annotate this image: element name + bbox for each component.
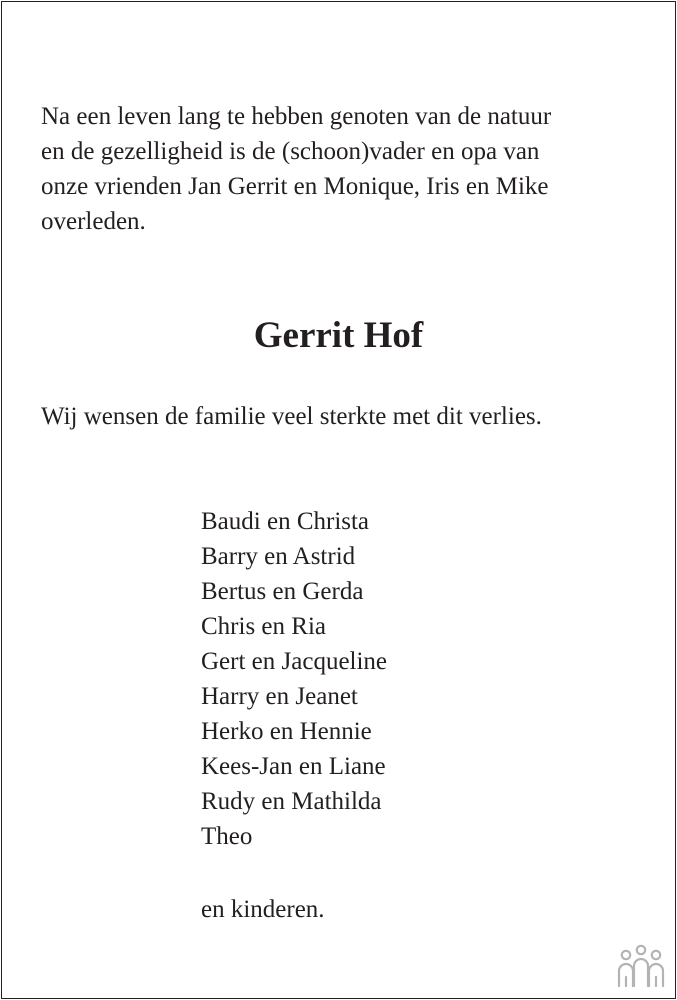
intro-text	[41, 99, 641, 239]
intro-line: Na een leven lang te hebben genoten van de natuur	[41, 103, 552, 130]
closing-text: en kinderen.	[201, 896, 325, 923]
signer-item: Baudi en Christa	[201, 508, 370, 535]
signer-item: Herko en Hennie	[201, 718, 372, 745]
signer-item: Barry en Astrid	[201, 543, 356, 570]
people-group-icon	[617, 944, 665, 988]
signer-item: Theo	[201, 823, 253, 850]
deceased-name: Gerrit Hof	[253, 315, 424, 356]
signers-list	[201, 504, 387, 854]
condolence-wish: Wij wensen de familie veel sterkte met dit verlies.	[41, 403, 542, 430]
signer-item: Bertus en Gerda	[201, 578, 364, 605]
signer-item: Rudy en Mathilda	[201, 788, 382, 815]
intro-line: en de gezelligheid is de (schoon)vader en opa van	[41, 138, 540, 165]
signer-item: Harry en Jeanet	[201, 683, 358, 710]
intro-line: onze vrienden Jan Gerrit en Monique, Iris en Mike	[41, 173, 549, 200]
signer-item: Chris en Ria	[201, 613, 326, 640]
intro-line: overleden.	[41, 208, 146, 235]
signer-item: Gert en Jacqueline	[201, 648, 388, 675]
signer-item: Kees-Jan en Liane	[201, 753, 386, 780]
